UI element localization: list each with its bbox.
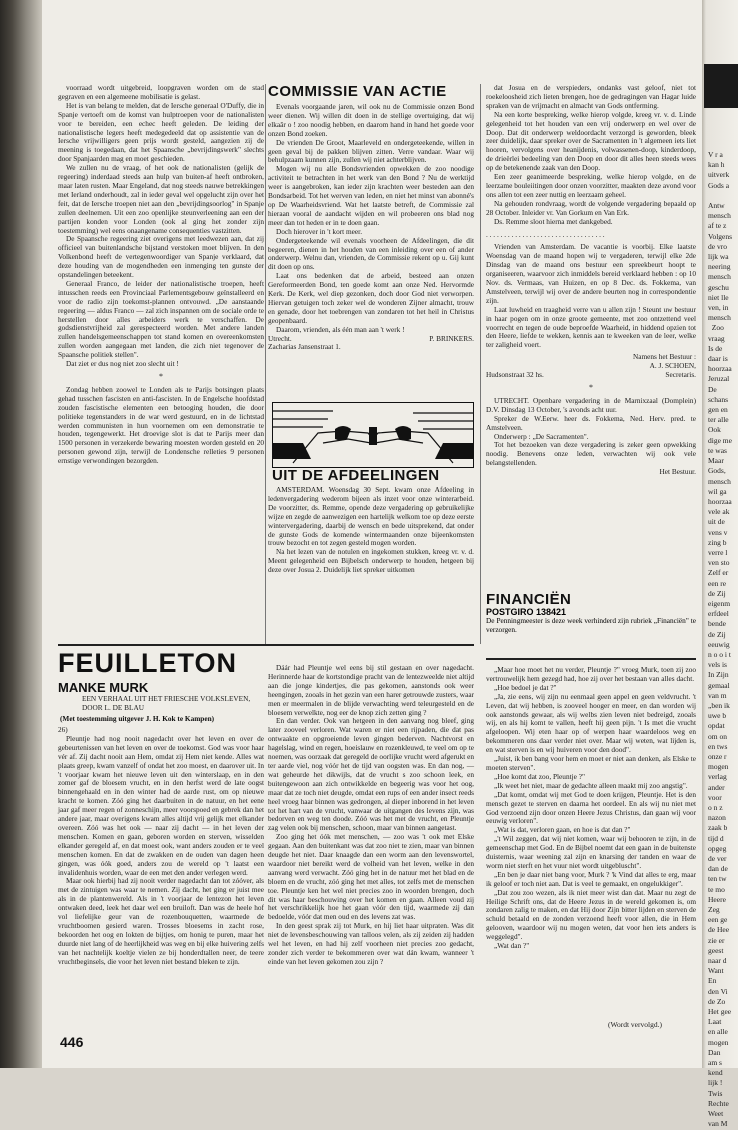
- paragraph: Een zeer geanimeerde bespreking, welke hierop volgde, en de leerzame bouleiitingen door onzen voorzitter, maakten deze avond voor ons allen tot een zeer nuttig en leerzaam geheel.: [486, 172, 696, 199]
- section-rule: [58, 644, 474, 646]
- sign-address: Hudsonstraat 32 hs.: [486, 370, 544, 380]
- afdeelingen-title: UIT DE AFDEELINGEN: [272, 467, 440, 484]
- paragraph: In den geest sprak zij tot Murk, en hij liet haar uitpraten. Was dit niet de levensbeschouwing van talloos velen, als zij zeiden zij hadden wel het leven, en had hij zelf voorheen niet precies zoo gedacht, zonder zich verder te bekommeren over wat dán kwam, wanneer 't einde van het leven gekomen zou zijn ?: [268, 921, 474, 966]
- paragraph: Dáár had Pleuntje wel eens bij stil gestaan en over nagedacht. Herinnerde haar de kortstondige pracht van de lentezweelde niet altijd aan die jonge kindertjes, die pas gekomen, aanstonds ook weer heengingen, zooals in het gezin van een harer getrouwde zusters, waar men er meermalen in de blijde verwachting werd teleurgesteld en de bloesem verwelkte, nog eer de knop zich zetten ging ?: [268, 663, 474, 717]
- paragraph: „En ben je daar niet bang voor, Murk ? 'k Vind dat alles te erg, maar ik geloof er toch niet aan. Dat is veel te gemaakt, en ongelukkiger".: [486, 869, 696, 888]
- feuilleton-column-2: [268, 664, 474, 1030]
- story-subtitle: EEN VERHAAL UIT HET FRIESCHE VOLKSLEVEN, DOOR L. DE BLAU: [82, 694, 251, 712]
- paragraph: „Dat zou zoo wezen, als ik niet meer wist dan dat. Maar nu zegt de Heilige Schrift ons, dat de Heere Jezus in de wereld gekomen is, om zondaren zalig te maken, en dat Hij door Zijn bitter lijden en sterven de schuld betaald en de zonden verzoend heeft voor allen, die in Hem gelooven, waardoor wij nu mogen weten, dat voor hen iets anders is weggelegd".: [486, 887, 696, 942]
- newspaper-page: [42, 0, 702, 1068]
- feuilleton-title: FEUILLETON: [58, 648, 238, 678]
- next-page-header-bar: [704, 64, 738, 108]
- commissie-address: Zacharias Jansenstraat 1.: [268, 342, 341, 352]
- section-rule: [486, 658, 696, 660]
- afdeelingen-banner-illustration: [272, 402, 474, 468]
- paragraph: dat Josua en de verspieders, ondanks vast geloof, niet tot roekeloosheid zich lieten brengen, hoe de gedragingen van Hagar luide spraken van de vrijmacht en almacht van Gods ontferming.: [486, 83, 696, 110]
- paragraph: Pleuntje had nog nooit nagedacht over het leven en over de gebeurtenissen van het leven en over de toekomst. God was voor haar vér af. Zij dacht nooit aan Hem, omdat zij Hem niet kende. Alles wat plaats greep, kwam vanzelf of ondat het zoo moest, en daarover uit. In 't voorjaar kwam het nieuwe leven uit den winterslaap, en in den zomer gaf de bloesem vrucht, en in den herfst werd de late oogst binnengehaald en in den winter had de aarde rust, om op nieuwe kracht te komen. Zóó ging het daarbuiten in de natuur, en het eene jaar gaf meer regen of zonneschijn, meer voorspoed en gebrek dan het andere jaar, maar overigens kwam alles altijd vrij gelijk met elkander overeen. Zóó was het ook — naar zij dacht — in het leven der menschen. Komen en gaan, geboren worden en sterven, wisselden elkander geregeld af, en dat moest ook, want anders zouden er te veel menschen komen. En dat de zwakken en de ouden van dagen heen gingen, was óók goed, anders zou de wereld op 't laatst een invalidenhuis worden, waar de een met den ander verlegen werd.: [58, 733, 264, 877]
- sign-name: A. J. SCHOEN,: [649, 361, 696, 371]
- paragraph: „Ja, zie eens, wij zijn nu eenmaal geen appel en geen veldvrucht. 't Leven, dat wij hebben, is zooveel hooger en meer, en dan worden wij ook aanstonds gewaar, als wij welbs zien leven niet bedreigd, zooals wij, en als hij komt te vallen, heeft hij geen pijn. 't Is met die vrucht afgeloopen. Wij eten haar op of werpen haar waardeloos weg en bekommeren ons daar verder niet over. Maar wij weten, wat lijden is, en wat sterven is en wij huiveren voor den dood".: [486, 691, 696, 755]
- column-commissie: [268, 84, 474, 395]
- tot-paragraph: Tot het bezoeken van deze vergadering is zeker geen opwekking noodig. Benevens onze leden, verwachten wij ook vele belangstellenden.: [486, 440, 696, 468]
- paragraph: „Wat is dat, verloren gaan, en hoe is dat dan ?": [494, 825, 631, 835]
- paragraph: En dan verder. Ook van hetgeen in den aanvang nog bleef, ging later zooveel verloren. Wat waren er niet een rijpaden, die dat pas ontwaakte en opgroeiende leven gingen bederven. Nachtvorst en hagelslag, wind en regen, hoeislauw en rozenkleuwd, te veel om op te noemen, was oorzaak dat geregeld de oorlijke vrucht werd afgerukt en ter aarde viel, nog vóór het de tijd van oogsten was. En dan nog, — wat geheurde het dikwijls, dat de vrucht s zoo schoon leek, en buitengewoon aan zich ontwikkelde en begeerig was voor het oog, maar dat ze toch niet deugde, omdat een rups of een ander insect reeds heel vroeg haar binnen was gedrongen, al dieper inborend in het leven tot het hart van de vrucht, vanwaar de uitgangen des levens zijn, was bedorven en weg ten doode. Zóó was het met de vrucht, en Pleuntje zag velen ook bij menschen, schoon, maar van binnen aangetast.: [268, 716, 474, 833]
- paragraph: „Ik weet het niet, maar de gedachte alleen maakt mij zoo angstig".: [494, 780, 688, 790]
- sign-role: Secretaris.: [665, 370, 696, 380]
- paragraph: „Hoe bedoel je dat ?": [494, 682, 557, 692]
- commissie-signer: P. BRINKERS.: [429, 333, 474, 343]
- column-afdeelingen: [268, 486, 474, 638]
- spreker-paragraph: Spreker de W.Eerw. heer ds. Fokkema, Ned. Herv. pred. te Amstelveen.: [486, 413, 696, 432]
- paragraph: Na het lezen van de notulen en ingekomen stukken, kreeg vr. v. d. Meent gelegenheid een Bijbelsch onderwerp te houden, hetgeen bij deze over Josua 2. Duidelijk liet spreker uitkomen: [268, 547, 474, 575]
- sign-label: Namens het Bestuur :: [632, 352, 696, 362]
- paragraph: AMSTERDAM. Woensdag 30 Sept. kwam onze Afdeeling in ledenvergadering wederom bijeen als inzet voor onze winterarbeid. De voorzitter, ds. Remme, opende deze vergadering op gebruikelijke wijze en zegde de aanwezigen een hartelijk welkom toe op deze eerste wintervergadering, daarbij de wensch en bede uitsprekend, dat onder de gunste Gods de komende wintermaanden onze bijeenkomsten trouw bezocht en tot zegen gesteld mogen worden.: [268, 485, 474, 548]
- paragraph: Na een korte bespreking, welke hierop volgde, kreeg vr. v. d. Linde gelegenheid tot het houden van een vrij onderwerp en wel over de Doop. Dat dit onderwerp weldoordacht verzorgd is geworden, bleek zeer duidelijk, daar spreker over de Sacramenten in 't algemeen iets liet hooren, vervolgens over heanijdenis, volwassenen-doop, kinderdoop, de drieërlei bedeeling van den Doop en door dit alles heen steeds wees op de betekenende zaak van den Doop.: [486, 109, 696, 173]
- paragraph: „Dat komt, omdat wij met God te doen krijgen, Pleuntje. Het is den mensch gezet te sterven en daarna het oordeel. En als wij nu niet met God verzoend zijn door onzen Heere Jezus Christus, dan gaan wij voor eeuwig verloren".: [486, 789, 696, 826]
- paragraph: „Hoe komt dat zoo, Pleuntje ?": [494, 771, 585, 781]
- paragraph: Generaal Franco, de leider der nationalistische troepen, heeft intusschen reeds een Provinciaal Parlementsgebouw geïnstalleerd en voor de radio zijn toekomst-plannen ontvouwd. „De aanstaande regeering — aldus Franco — zal zich inspannen om de sociale orde te herstellen door alles arbeiders werk te verschaffen. De godsdienstvrijheid zal gerespecteerd worden. Met andere landen zullen handelsgemeenschappen tot stand komen en overeenkomsten zullen worden aangegaan met landen, die zich niet tegenover de Spaansche politiek stellen".: [58, 278, 264, 360]
- paragraph: Het is van belang te melden, dat de Iersche generaal O'Duffy, die in Spanje vertoeft om de komst van hulptroepen voor de nationalisten voor te bereiden, een echec heeft geleden. De leiding der nationalistische legers heeft medegedeeld dat op assistentie van de Iersche vrijwilligers geen prijs wordt gesteld, aangezien zij de meening is toegedaan, dat het Spaansche „bevrijdingswerk" slechts door Spanjaarden mag en moet geschieden.: [58, 100, 264, 164]
- paragraph: „Wat dan ?": [494, 941, 530, 951]
- paragraph: Zondag hebben zoowel te Londen als te Parijs botsingen plaats gehad tusschen fascisten en anti-fascisten. In de Engelsche hoofdstad zouden fascistische elementen een betooging houden, die door politieke tegenstanders in de war werd gestuurd, en in de lichtstad werden communisten in hun voornemen om een demonstratie te houden, tegengewerkt. Het droevige slot is dat te Parijs meer dan 1500 personen in verzekerde bewaring moesten worden gesteld en 20 personen gewond zijn, terwijl de Londensche relleties 9 personen ernstige verwondingen bezorgden.: [58, 384, 264, 466]
- paragraph: Ds. Remme sloot hierna met dankgebed.: [494, 216, 613, 226]
- dotted-separator: . . . . . . . . . . . . . . . . . . . . . . . . . . . . . . . . .: [486, 229, 605, 239]
- commissie-place: Utrecht.: [268, 333, 292, 343]
- paragraph: Maar ook hierbij had zij nooit verder nagedacht dan tot zóóver, als met de zintuigen was waar te nemen. Zij dacht, het ging er juist mee als in de plantenwereld. Als in 't voorjaar de lentezon het leven ontwaken deed, leek het daar wel een bruiloft. Dan was de heele hof vol liefelijke geur van de rozenbouquetten, waarmede de vruchtboomen gesierd waren. Trosses bloesems in zacht rose, bekoorden het oog en lokten de bijtjes, om honig te puren, maar het duurde niet lang of de heerlijkheid was weg en bij elke huivering zelfs van het nachtelijk koeltje vielen ze bij honderdtallen neer, de teere vruchtbeginsels, die voor het leven niet bestand bleken te zijn.: [58, 876, 264, 966]
- paragraph: „Maar hoe moet het nu verder, Pleuntje ?" vroeg Murk, toen zij zoo vertrouwelijk hem gezegd had, hoe zij over het bestaan van alles dacht.: [486, 665, 696, 683]
- paragraph: Dat ziet er dus nog niet zoo slecht uit !: [66, 359, 179, 369]
- commissie-title: COMMISSIE VAN ACTIE: [268, 83, 447, 100]
- next-page-edge: [702, 0, 738, 1129]
- paragraph: Vrienden van Amsterdam. De vacantie is voorbij. Elke laatste Woensdag van de maand hopen wij te vergaderen, terwijl elke 2de Dinsdag van de maand ons bestuur een spreekbeurt hoopt te organiseeren, waarvoor zich inmiddels bereid verklaard hebben : op 10 Nov. ds. Vermaas, van Huizen, en op 8 Dec. ds. Fokkema, van Amstelveen, terwijl wij over de andere beurten nog in correspondentie zijn.: [486, 242, 696, 305]
- next-page-text: V r a kan h uitverk Gods a Antw mensch af te z Volgens de vro lijk wa neering mensch geschu niet lle ven, in mensch Zoo vraag Is de daar is hoorzaa Jeruzal De schans gen en ter alle Ook dige me te was Maar Gods, mensch wil ga hoorzaa vele ak uit de vens v zing b verre l ven sto Zelf er een re de Zij eigenm erfdeel bende de Zij eeuwig n o o i t vels is In Zijn gemaal van m „ben ik uwe b opdat om on en tws onze r mogen verlag ander voor o n z nazon zaak b tijd d opgeg de ver dan de ten tw te mo Heere Zeg een ge de Hee zie er geest naar d Want En den Vi de Zo Het gee Laat en alle mogen Dan am s kend lijk ! Twis Rechte Weet van M: [708, 150, 733, 1129]
- paragraph: Na gehouden rondvraag, wordt de volgende vergadering bepaald op 28 October. Inleider vr. Van Gorkum en Van Erk.: [486, 198, 696, 217]
- separator-star: *: [589, 383, 593, 392]
- continued-note: (Wordt vervolgd.): [608, 1020, 662, 1029]
- paragraph: „'t Wil zeggen, dat wij niet komen, waar wij behooren te zijn, in de gemeenschap met God. En de Bijbel noemt dat een gaan in de buitenste duisternis, waar weening zal zijn en knarsing der tanden en waar de worm niet sterft en het vuur niet wordt uitgebluscht".: [486, 834, 696, 870]
- bestuur-sign: Het Bestuur.: [659, 467, 696, 477]
- hands-illustration: [273, 403, 473, 467]
- column-divider: [480, 84, 481, 644]
- column-spain-news: [58, 84, 264, 670]
- story-title: MANKE MURK: [58, 680, 149, 695]
- separator-star: *: [159, 372, 163, 381]
- binding-gutter: [0, 0, 42, 1068]
- paragraph: Evenals voorgaande jaren, wil ook nu de Commissie onzen Bond weer dienen. Wij willen dit doen in de stellige overtuiging, dat wij elkaâr o ! zoo noodig hebben, en daarom hand in hand het goede voor onzen Bond zoeken.: [268, 102, 474, 138]
- financien-title: FINANCIËN: [486, 591, 572, 608]
- paragraph: Ondergeteekende wil evenals voorheen de Afdeelingen, die dit begeeren, dienen in het houden van een inleiding over een of ander onderwerp. Welnu dan, vrienden, de Commissie rekent op u. Gij kunt dit doen op ons.: [268, 235, 474, 272]
- paragraph: Laat ons bedenken dat de arbeid, besteed aan onzen Gereformeerden Bond, ten goede komt aan onze Ned. Hervormde Kerk. De Kerk, wel diep gezonken, doch door God niet verworpen. Hiervan getuigen toch zeker wel de wonderen Zijner almacht, trouw en genade, door het toebrengen van zondaren tot het heil in Christus geopenbaard.: [268, 271, 474, 325]
- feuilleton-column-3: [486, 666, 696, 1018]
- permission-note: (Met toestemming uitgever J. H. Kok te Kampen): [60, 714, 215, 723]
- column-divider: [265, 84, 266, 644]
- paragraph: Doch hierover in 't kort meer.: [276, 226, 363, 236]
- financien-text: De Penningmeester is deze week verhinderd zijn rubriek „Financiën" te verzorgen.: [486, 616, 696, 634]
- paragraph: „Juist, ik ben bang voor hem en moet er niet aan denken, als Elske te moeten sterven".: [486, 754, 696, 772]
- part-number: 26): [58, 725, 68, 734]
- column-amsterdam-report: [486, 84, 696, 494]
- paragraph: We zullen nu de vraag, of het ook de nationalisten (gelijk de regeering) inderdaad steeds aan hulp van buiten-af heeft ontbroken, maar laten rusten. Maar Engeland, dat nog steeds nauwe betrekkingen met Ierland onderhoudt, zal in ieder geval wel opgelucht zijn over het feit, dat de Iersche troepen niet aan den „bevrijdingsoorlog" in Spanje zullen deelnemen. Uit een zoo openlijke steunverleening aan een der partijen konden voor Londen (ook al ging het zonder zijn toestemming) wel eens onaangename consequenties vastzitten.: [58, 163, 264, 235]
- utrecht-paragraph: UTRECHT. Openbare vergadering in de Marnixzaal (Domplein) D.V. Dinsdag 13 October, 's avonds acht uur.: [486, 395, 696, 414]
- onderwerp-paragraph: Onderwerp : „De Sacramenten".: [494, 431, 589, 441]
- paragraph: Daarom, vrienden, als één man aan 't werk !: [276, 324, 405, 334]
- paragraph: Mogen wij nu alle Bondsvrienden opwekken de zoo noodige activiteit te betrachten in het werk van den Bond ? Nu de werktijd weer is aangebroken, kan ieder zijn krachten weer besteden aan den Bondsarbeid. Tot het werven van leden, en niet het minst van abonné's op De Waarheidsvriend. Wat het laatste betreft, de Commissie zal hieraan vooral de aandacht wijden en wil probeeren ons blad nog meer dan tot heden er in te doen gaan.: [268, 164, 474, 227]
- paragraph: De Spaansche regeering ziet overigens met leedwezen aan, dat zij officieel van buitenlandsche bijstand verstoken moet blijven. In den Volkenbond heeft de vertegenwoordiger van Spanje verklaard, dat deze houding van de mogendheden een inmenging ten gunste der opstandelingen beteekent.: [58, 234, 264, 280]
- paragraph: De vrienden De Groot, Maarleveld en ondergeteekende, willen in geen geval bij de pakken blijven zitten. Verre vandaar. Waar wij behulpzaam kunnen zijn, zullen wij niet achterblijven.: [268, 137, 474, 165]
- paragraph: voorraad wordt uitgebreid, loopgraven worden om de stad gegraven en een algemeene mobilisatie is gelast.: [58, 83, 264, 101]
- postgiro: POSTGIRO 138421: [486, 607, 567, 617]
- financien-section: [486, 592, 696, 635]
- feuilleton-column-1: [58, 726, 264, 1030]
- paragraph: Laat luwheid en traagheid verre van u allen zijn ! Steunt uw bestuur in haar pogen om in onze groote gemeente, met zoo ontzettend veel voorrecht en tegen de oude beproefde Waarheid, in hiddend opzien tot den Heere, liefde te wekken, kennis aan te kweeken van de leer, welke ter zaligheid voert.: [486, 304, 696, 350]
- page-number: 446: [60, 1034, 84, 1050]
- paragraph: Zoo ging het óók met menschen, — zoo was 't ook met Elske gegaan. Aan den buitenkant was dat zoo niet te zien, maar van binnen deugde het niet. Daar knaagde dan een worm aan den levenswortel, waardoor niet bereikt werd de volheid van het leven, welke in den aanvang werd verwacht. Zóó ging het in de natuur met het blad en de bloem en de vrucht, zóó ging het met alles, tot zelfs met de menschen toe. Pleuntje ken het wel niet precies zoo in woorden brengen, doch dit was haar beschouwing over het komen en gaan. Alleen voud zij het verschrikkelijk hoe het gaan vóór den tijd, waarmede zij dan bedoelde, vóór dat men oud en des levens zat was.: [268, 832, 474, 922]
